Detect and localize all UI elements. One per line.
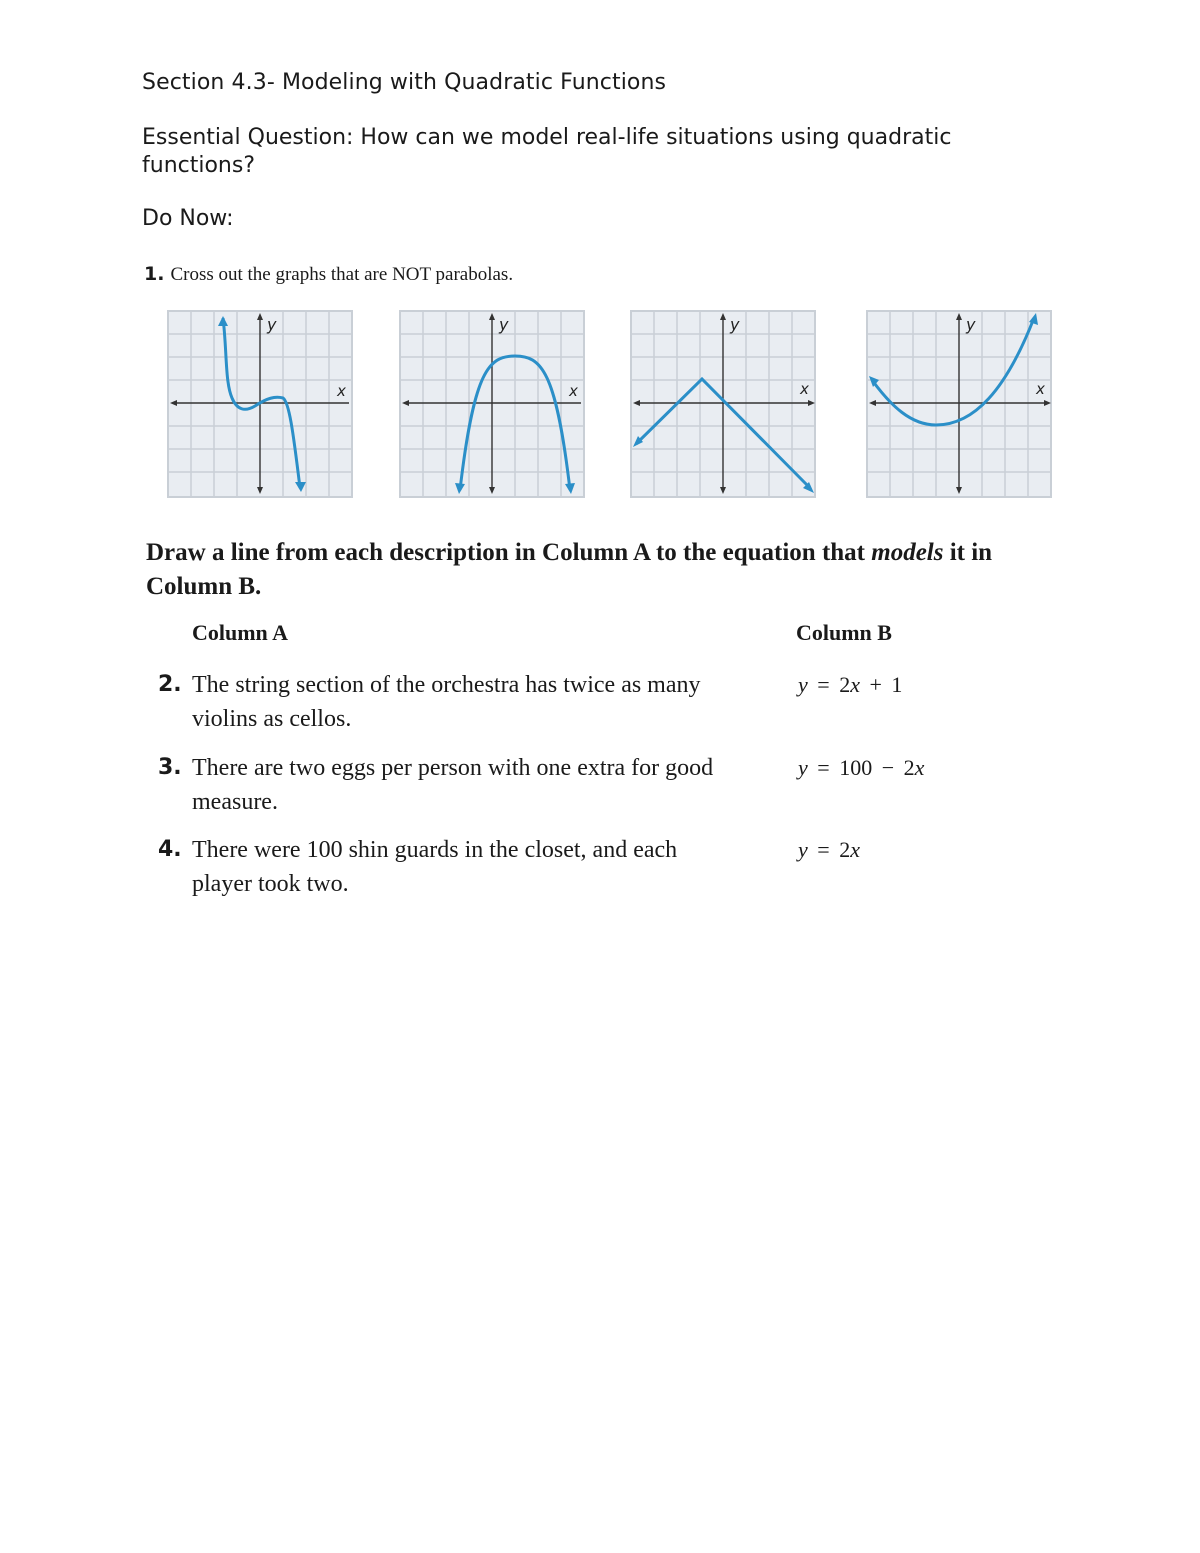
item-number: 3. [158,755,182,780]
instructions-text: Draw a line from each description in Column A to the equation that [146,539,872,566]
column-a-item[interactable] [158,668,718,736]
eq-y: y [798,672,808,697]
eq-rest: + 1 [869,672,903,697]
graph-upward-parabola[interactable] [866,310,1052,498]
eq-rhs: 2 [839,672,851,697]
do-now-label: Do Now: [142,206,234,231]
item-text: There were 100 shin guards in the closet, and each player took two. [192,837,678,897]
y-axis-label: y [966,315,976,334]
eq-sign: = [817,672,830,697]
x-axis-label: x [1036,380,1045,398]
eq-var: x [914,755,925,780]
question-1 [144,263,513,286]
eq-sign: = [817,837,830,862]
graph-absolute-value[interactable] [630,310,816,498]
eq-rhs: 2 [839,837,851,862]
eq-y: y [798,837,808,862]
eq-var: x [850,672,860,697]
eq-rhs: 100 − 2 [839,755,915,780]
page-title: Section 4.3- Modeling with Quadratic Functions [142,70,667,95]
item-number: 2. [158,672,182,697]
y-axis-label: y [730,315,740,334]
eq-var: x [850,837,860,862]
graph-downward-parabola[interactable] [399,310,585,498]
question-text: Cross out the graphs that are NOT parabolas. [170,264,514,285]
y-axis-label: y [267,315,277,334]
instructions-text-end: it in Column B. [146,539,993,600]
column-b-header: Column B [796,620,892,645]
column-a-item[interactable] [158,833,718,901]
column-b-equation[interactable] [798,672,902,698]
x-axis-label: x [800,380,809,398]
x-axis-label: x [569,382,578,400]
question-number: 1. [144,263,165,285]
eq-sign: = [817,755,830,780]
essential-question: Essential Question: How can we model real-life situations using quadratic functions? [142,125,952,178]
item-number: 4. [158,837,182,862]
graph-cubic[interactable] [167,310,353,498]
x-axis-label: x [337,382,346,400]
item-text: The string section of the orchestra has twice as many violins as cellos. [192,672,701,732]
column-a-item[interactable] [158,751,718,819]
column-b-equation[interactable] [798,755,924,781]
matching-instructions [146,536,1076,604]
instructions-emphasis: models [871,539,944,566]
eq-y: y [798,755,808,780]
y-axis-label: y [499,315,509,334]
column-b-equation[interactable] [798,837,860,863]
column-a-header: Column A [192,620,288,645]
item-text: There are two eggs per person with one extra for good measure. [192,755,714,815]
